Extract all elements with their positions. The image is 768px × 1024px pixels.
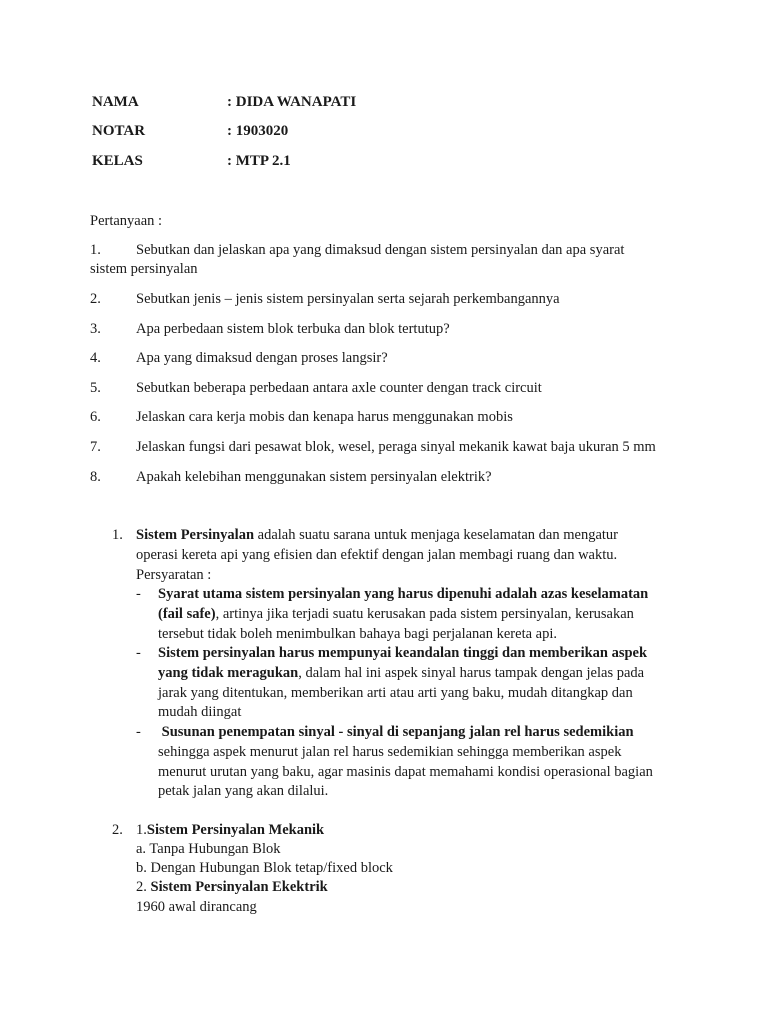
bullet-text [158, 664, 644, 682]
question-text: Jelaskan cara kerja mobis dan kenapa harus menggunakan mobis [136, 409, 513, 425]
question-number: 2. [90, 291, 101, 307]
question-number: 3. [90, 321, 101, 337]
bullet-text-bold: Susunan penempatan sinyal - sinyal di sepanjang jalan rel harus sedemikian [158, 724, 634, 740]
question-number: 1. [90, 242, 101, 258]
notar-label: NOTAR [92, 123, 146, 139]
requirements-label: Persyaratan : [136, 567, 212, 583]
bullet-text-rest: , artinya jika terjadi suatu kerusakan pada sistem persinyalan, kerusakan [215, 606, 634, 622]
answer-term: Sistem Persinyalan [136, 527, 255, 543]
answer-line: a. Tanpa Hubungan Blok [136, 841, 281, 857]
name-label: NAMA [92, 94, 139, 110]
kelas-value: : MTP 2.1 [227, 153, 291, 169]
answer-line: b. Dengan Hubungan Blok tetap/fixed block [136, 860, 393, 876]
question-text: Jelaskan fungsi dari pesawat blok, wesel, peraga sinyal mekanik kawat baja ukuran 5 mm [136, 439, 656, 455]
question-number: 6. [90, 409, 101, 425]
bullet-text-bold: Sistem persinyalan harus mempunyai keandalan tinggi dan memberikan aspek [158, 645, 648, 661]
subsection-number: 1. [136, 822, 147, 838]
questions-title: Pertanyaan : [90, 213, 163, 229]
question-text: Sebutkan jenis – jenis sistem persinyalan serta sejarah perkembangannya [136, 291, 560, 307]
question-text-cont: sistem persinyalan [90, 261, 198, 277]
name-value: : DIDA WANAPATI [227, 94, 357, 110]
answer-line [136, 821, 324, 839]
bullet-text-bold: yang tidak meragukan [158, 665, 299, 681]
answer-number: 1. [112, 527, 123, 543]
bullet-text: menurut urutan yang baku, agar masinis dapat memahami kondisi operasional bagian [158, 764, 653, 780]
question-text: Sebutkan beberapa perbedaan antara axle counter dengan track circuit [136, 380, 542, 396]
question-number: 7. [90, 439, 101, 455]
answer-number: 2. [112, 822, 123, 838]
bullet-dash: - [136, 724, 141, 740]
subsection-number: 2. [136, 879, 151, 895]
notar-value: : 1903020 [227, 123, 289, 139]
bullet-text-rest: , dalam hal ini aspek sinyal harus tampak dengan jelas pada [298, 665, 645, 681]
bullet-dash: - [136, 586, 141, 602]
bullet-text-bold: Syarat utama sistem persinyalan yang harus dipenuhi adalah azas keselamatan [158, 586, 649, 602]
answer-line: 1960 awal dirancang [136, 899, 257, 915]
answer-text: adalah suatu sarana untuk menjaga keselamatan dan mengatur [254, 527, 618, 543]
bullet-text: petak jalan yang akan dilalui. [158, 783, 329, 799]
question-text: Apa perbedaan sistem blok terbuka dan blok tertutup? [136, 321, 450, 337]
question-text: Apakah kelebihan menggunakan sistem persinyalan elektrik? [136, 469, 492, 485]
bullet-text: sehingga aspek menurut jalan rel harus sedemikian sehingga memberikan aspek [158, 744, 622, 760]
question-number: 4. [90, 350, 101, 366]
subsection-title: Sistem Persinyalan Mekanik [146, 822, 325, 838]
bullet-text [158, 605, 634, 623]
answer-line [136, 526, 618, 544]
bullet-text: mudah diingat [158, 704, 242, 720]
subsection-title: Sistem Persinyalan Ekektrik [150, 879, 328, 895]
bullet-text: tersebut tidak boleh menimbulkan bahaya bagi perjalanan kereta api. [158, 626, 557, 642]
bullet-text-bold: (fail safe) [158, 606, 216, 622]
bullet-dash: - [136, 645, 141, 661]
answer-line [136, 878, 328, 896]
question-number: 5. [90, 380, 101, 396]
question-text: Sebutkan dan jelaskan apa yang dimaksud dengan sistem persinyalan dan apa syarat [136, 242, 625, 258]
question-number: 8. [90, 469, 101, 485]
bullet-text: jarak yang ditentukan, memberikan arti atau arti yang baku, mudah ditangkap dan [158, 685, 633, 701]
answer-line: operasi kereta api yang efisien dan efektif dengan jalan membagi ruang dan waktu. [136, 547, 618, 563]
kelas-label: KELAS [92, 153, 143, 169]
question-text: Apa yang dimaksud dengan proses langsir? [136, 350, 388, 366]
